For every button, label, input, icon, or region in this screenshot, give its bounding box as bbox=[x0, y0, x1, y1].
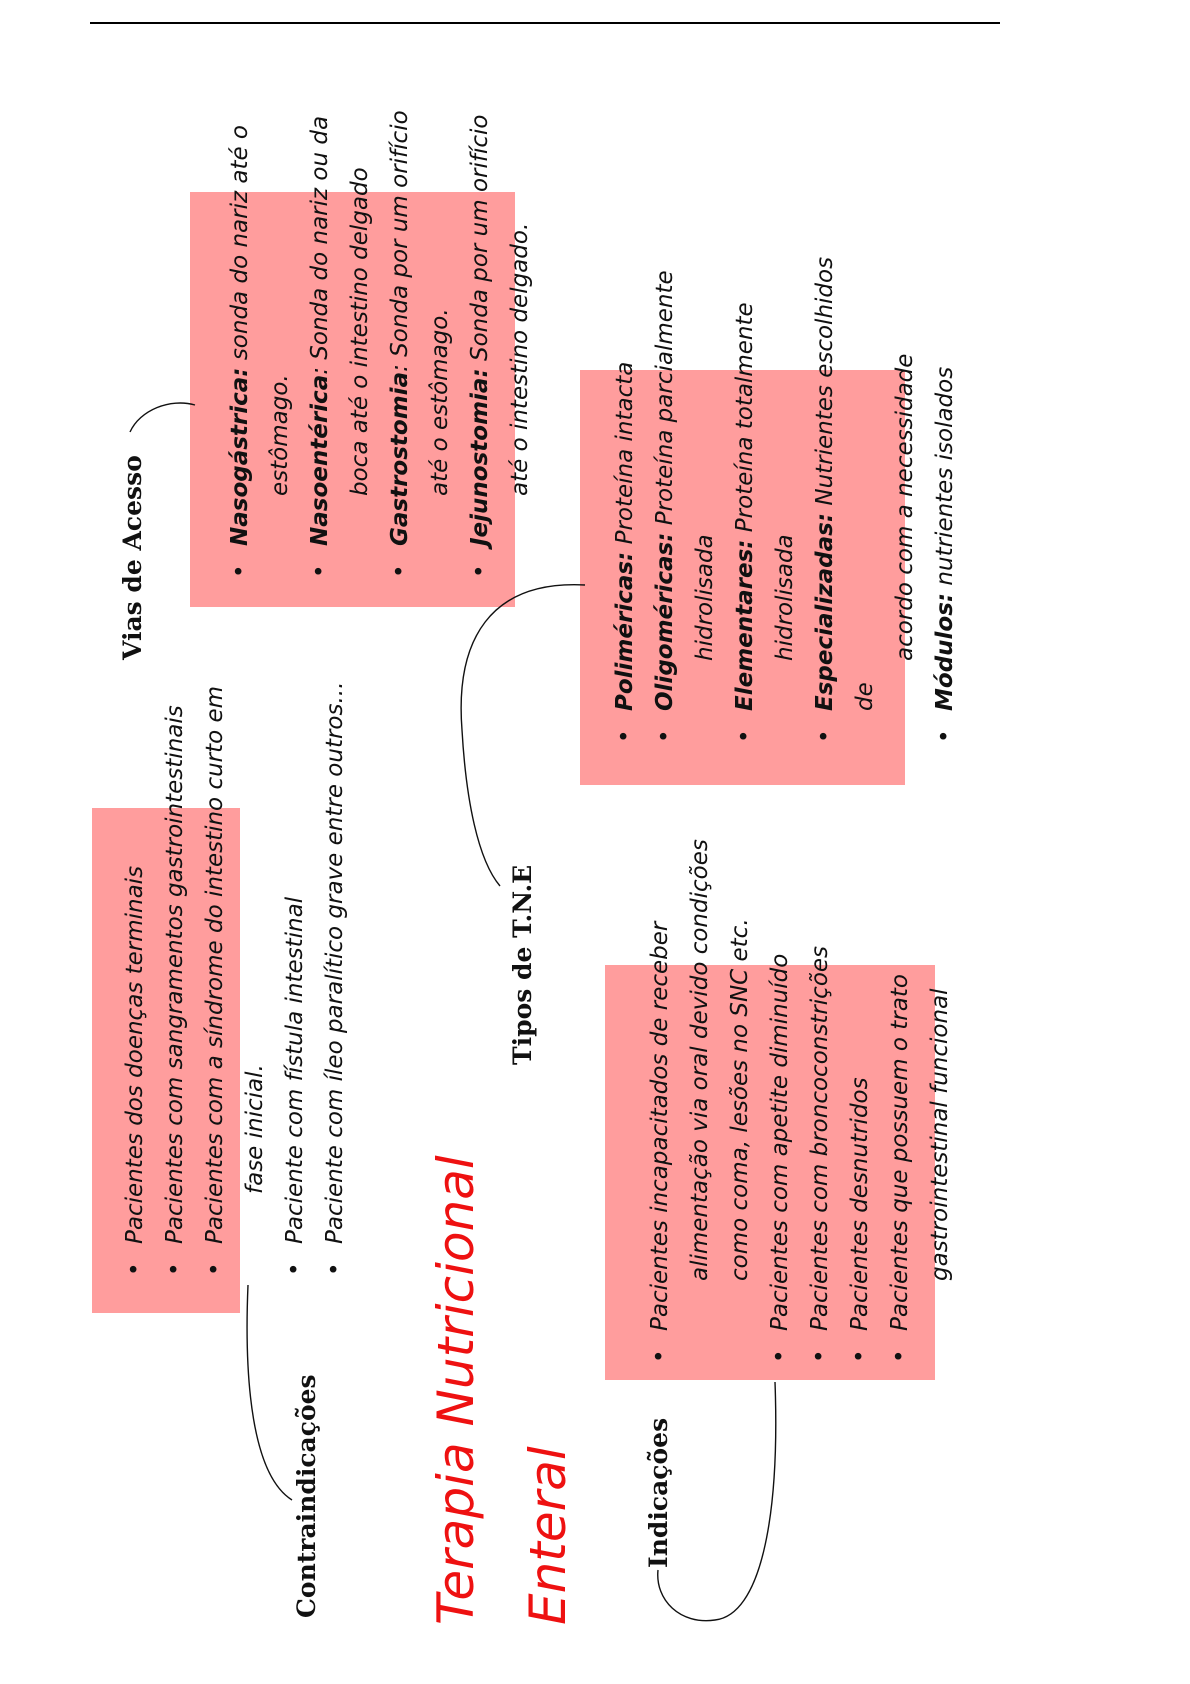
list-item: • Pacientes desnutridos bbox=[840, 805, 880, 1365]
term: Módulos: bbox=[932, 592, 958, 711]
list-item bbox=[645, 225, 725, 745]
list-item bbox=[460, 60, 540, 580]
list-item: • Paciente com íleo paralítico grave entre outros... bbox=[315, 578, 355, 1278]
list-item bbox=[925, 225, 965, 745]
list-item-continuation: fase inicial. bbox=[242, 1064, 268, 1194]
definition: : Sonda do nariz ou da bbox=[307, 115, 333, 375]
definition: : Sonda por um orifício bbox=[387, 110, 413, 372]
main-title bbox=[410, 1155, 594, 1625]
list-item bbox=[605, 225, 645, 745]
list-item bbox=[640, 805, 760, 1365]
connector-contraindicacoes bbox=[247, 1285, 292, 1500]
term: Poliméricas: bbox=[612, 551, 638, 711]
term: Elementares: bbox=[732, 539, 758, 711]
definition: nutrientes isolados bbox=[932, 366, 958, 593]
tipos-list bbox=[605, 225, 965, 745]
heading-contraindicacoes: Contraindicações bbox=[292, 1374, 321, 1618]
list-item-continuation: alimentação via oral devido condições bbox=[687, 839, 713, 1281]
heading-vias-de-acesso: Vias de Acesso bbox=[118, 455, 147, 660]
list-item-continuation: até o estômago. bbox=[427, 308, 453, 496]
indicacoes-list bbox=[640, 805, 960, 1365]
list-item-continuation: gastrointestinal funcional bbox=[927, 988, 953, 1281]
definition: Proteína totalmente bbox=[732, 302, 758, 540]
heading-tipos: Tipos de T.N.E bbox=[508, 864, 537, 1065]
list-item bbox=[195, 578, 275, 1278]
title-line-1: Terapia Nutricional bbox=[427, 1155, 485, 1625]
list-item-continuation: acordo com a necessidade bbox=[892, 353, 918, 661]
definition: sonda do nariz até o bbox=[227, 125, 253, 368]
list-item bbox=[220, 60, 300, 580]
list-item: • Pacientes dos doenças terminais bbox=[115, 578, 155, 1278]
connector-tipos bbox=[461, 585, 585, 886]
list-item: • Pacientes com sangramentos gastrointestinais bbox=[155, 578, 195, 1278]
heading-indicacoes: Indicações bbox=[644, 1417, 673, 1568]
definition: Nutrientes escolhidos de bbox=[812, 256, 878, 711]
contraindicacoes-list bbox=[115, 578, 355, 1278]
list-item-continuation: como coma, lesões no SNC etc. bbox=[727, 918, 753, 1281]
term: Nasogástrica: bbox=[227, 367, 253, 546]
list-item bbox=[880, 805, 960, 1365]
list-item-continuation: hidrolisada bbox=[692, 534, 718, 661]
definition: Proteína intacta bbox=[612, 361, 638, 552]
term: Oligoméricas: bbox=[652, 532, 678, 711]
term: Gastrostomia bbox=[387, 371, 413, 546]
list-item: • Pacientes com broncoconstrições bbox=[800, 805, 840, 1365]
list-item-continuation: boca até o intestino delgado bbox=[347, 167, 373, 496]
connector-vias bbox=[130, 403, 195, 432]
list-item-continuation: até o intestino delgado. bbox=[507, 222, 533, 496]
list-item-continuation: hidrolisada bbox=[772, 534, 798, 661]
list-item bbox=[380, 60, 460, 580]
vias-list bbox=[220, 60, 540, 580]
list-item: • Pacientes com apetite diminuído bbox=[760, 805, 800, 1365]
term: Jejunostomia: bbox=[467, 368, 493, 546]
list-item: • Paciente com fístula intestinal bbox=[275, 578, 315, 1278]
list-item-continuation: estômago. bbox=[267, 374, 293, 496]
list-item-text: Pacientes incapacitados de receber bbox=[647, 921, 673, 1331]
connector-indicacoes bbox=[658, 1382, 776, 1621]
definition: Sonda por um orifício bbox=[467, 114, 493, 369]
list-item bbox=[300, 60, 380, 580]
list-item bbox=[725, 225, 805, 745]
term: Nasoentérica bbox=[307, 374, 333, 546]
list-item-text: Pacientes que possuem o trato bbox=[887, 974, 913, 1331]
title-line-2: Enteral bbox=[519, 1446, 577, 1625]
list-item-text: Pacientes com a síndrome do intestino curto em bbox=[202, 685, 228, 1244]
term: Especializadas: bbox=[812, 512, 838, 711]
list-item bbox=[805, 225, 925, 745]
definition: Proteína parcialmente bbox=[652, 270, 678, 533]
